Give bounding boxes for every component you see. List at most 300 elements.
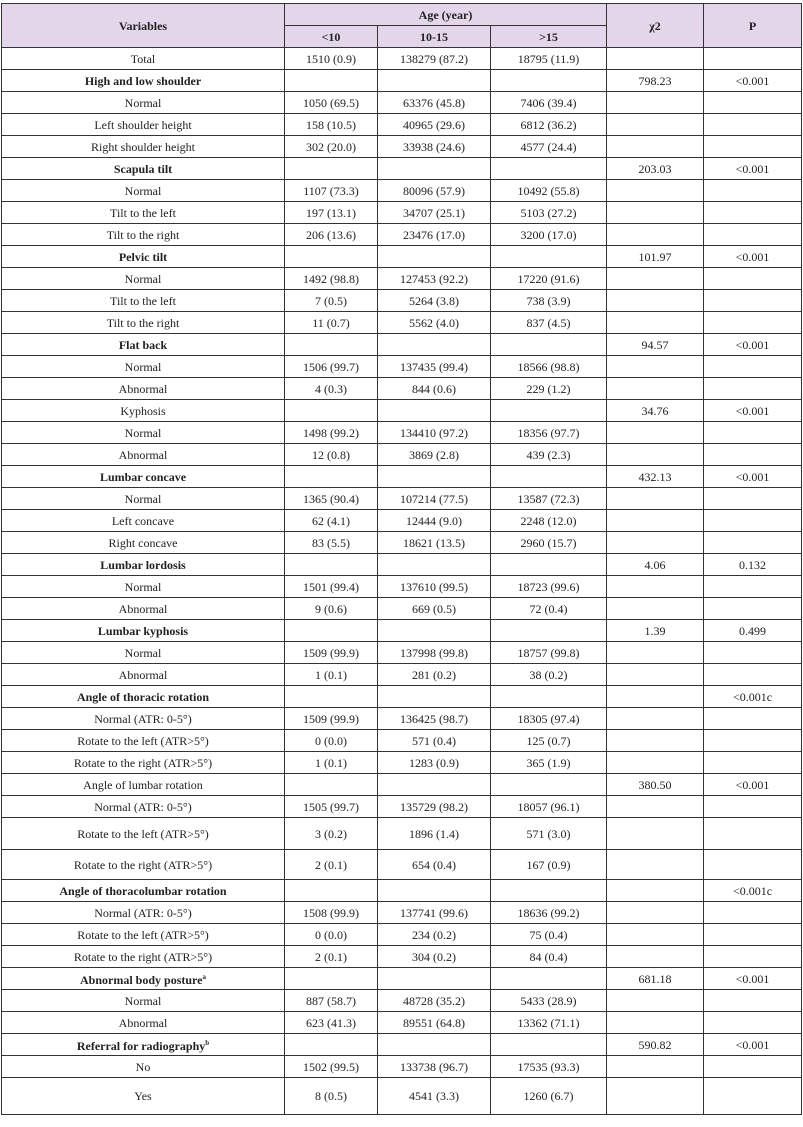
cell-age-10-15: 133738 (96.7) xyxy=(378,1056,491,1078)
table-row xyxy=(2,378,802,400)
cell-age-10-15: 18621 (13.5) xyxy=(378,532,491,554)
cell-age-10-15: 137998 (99.8) xyxy=(378,642,491,664)
cell-age-under-10: 3 (0.2) xyxy=(285,818,378,850)
cell-chi2 xyxy=(607,532,704,554)
cell-age-10-15 xyxy=(378,466,491,488)
table-row xyxy=(2,730,802,752)
variable-label: Flat back xyxy=(2,334,285,356)
table-row xyxy=(2,136,802,158)
table-row-category xyxy=(2,880,802,902)
cell-age-under-10 xyxy=(285,246,378,268)
cell-chi2: 681.18 xyxy=(607,968,704,990)
cell-chi2 xyxy=(607,850,704,880)
cell-chi2 xyxy=(607,224,704,246)
cell-age-under-10: 1510 (0.9) xyxy=(285,48,378,70)
table-row xyxy=(2,642,802,664)
cell-p: <0.001 xyxy=(704,1034,802,1056)
cell-p xyxy=(704,924,802,946)
variable-label: Normal (ATR: 0-5°) xyxy=(2,902,285,924)
variable-label: Normal (ATR: 0-5°) xyxy=(2,796,285,818)
variable-label: Normal xyxy=(2,422,285,444)
table-row xyxy=(2,92,802,114)
variable-label: Normal xyxy=(2,488,285,510)
header-age-under-10: <10 xyxy=(285,26,378,48)
cell-p xyxy=(704,378,802,400)
cell-age-over-15 xyxy=(491,686,607,708)
cell-chi2 xyxy=(607,92,704,114)
table-row xyxy=(2,510,802,532)
cell-age-10-15: 107214 (77.5) xyxy=(378,488,491,510)
table-row-category xyxy=(2,554,802,576)
table-row xyxy=(2,356,802,378)
cell-age-10-15 xyxy=(378,246,491,268)
cell-chi2 xyxy=(607,946,704,968)
cell-p xyxy=(704,422,802,444)
cell-p: 0.499 xyxy=(704,620,802,642)
cell-age-under-10 xyxy=(285,880,378,902)
cell-p: 0.132 xyxy=(704,554,802,576)
table-row xyxy=(2,946,802,968)
cell-age-over-15: 18356 (97.7) xyxy=(491,422,607,444)
cell-chi2 xyxy=(607,730,704,752)
cell-age-under-10 xyxy=(285,686,378,708)
cell-age-under-10: 1509 (99.9) xyxy=(285,708,378,730)
variable-label: Angle of thoracic rotation xyxy=(2,686,285,708)
cell-chi2: 101.97 xyxy=(607,246,704,268)
cell-age-10-15: 5264 (3.8) xyxy=(378,290,491,312)
cell-chi2: 94.57 xyxy=(607,334,704,356)
cell-chi2 xyxy=(607,48,704,70)
cell-age-under-10: 12 (0.8) xyxy=(285,444,378,466)
cell-p xyxy=(704,510,802,532)
cell-p xyxy=(704,202,802,224)
variable-label: Scapula tilt xyxy=(2,158,285,180)
cell-chi2: 380.50 xyxy=(607,774,704,796)
cell-chi2 xyxy=(607,290,704,312)
variable-label: Abnormal xyxy=(2,664,285,686)
variable-label: Tilt to the left xyxy=(2,202,285,224)
variable-label: Right concave xyxy=(2,532,285,554)
table-row xyxy=(2,708,802,730)
variable-label: Lumbar concave xyxy=(2,466,285,488)
variable-label: Rotate to the right (ATR>5°) xyxy=(2,850,285,880)
table-row-category xyxy=(2,70,802,92)
cell-chi2 xyxy=(607,444,704,466)
cell-age-10-15: 34707 (25.1) xyxy=(378,202,491,224)
cell-chi2: 432.13 xyxy=(607,466,704,488)
cell-age-under-10: 158 (10.5) xyxy=(285,114,378,136)
cell-chi2: 798.23 xyxy=(607,70,704,92)
cell-age-over-15: 13362 (71.1) xyxy=(491,1012,607,1034)
cell-age-10-15: 80096 (57.9) xyxy=(378,180,491,202)
cell-p xyxy=(704,268,802,290)
table-row-category xyxy=(2,400,802,422)
table-row xyxy=(2,48,802,70)
cell-p: <0.001 xyxy=(704,774,802,796)
cell-chi2 xyxy=(607,1056,704,1078)
table-row xyxy=(2,312,802,334)
cell-age-10-15: 138279 (87.2) xyxy=(378,48,491,70)
cell-age-under-10: 8 (0.5) xyxy=(285,1078,378,1115)
cell-p xyxy=(704,850,802,880)
variable-label: Tilt to the right xyxy=(2,224,285,246)
cell-age-under-10 xyxy=(285,466,378,488)
variable-label: Abnormal xyxy=(2,1012,285,1034)
cell-chi2 xyxy=(607,924,704,946)
cell-chi2 xyxy=(607,356,704,378)
cell-p xyxy=(704,224,802,246)
variable-label: High and low shoulder xyxy=(2,70,285,92)
cell-chi2: 1.39 xyxy=(607,620,704,642)
footnote-marker: a xyxy=(202,973,206,981)
cell-p: <0.001 xyxy=(704,158,802,180)
cell-chi2 xyxy=(607,796,704,818)
cell-age-over-15 xyxy=(491,620,607,642)
variable-label: Tilt to the right xyxy=(2,312,285,334)
cell-chi2 xyxy=(607,202,704,224)
cell-age-10-15: 1896 (1.4) xyxy=(378,818,491,850)
cell-p: <0.001 xyxy=(704,400,802,422)
cell-p xyxy=(704,1078,802,1115)
table-row-category xyxy=(2,466,802,488)
cell-p: <0.001 xyxy=(704,334,802,356)
cell-age-over-15: 18305 (97.4) xyxy=(491,708,607,730)
cell-age-under-10: 9 (0.6) xyxy=(285,598,378,620)
cell-age-10-15: 234 (0.2) xyxy=(378,924,491,946)
cell-chi2: 590.82 xyxy=(607,1034,704,1056)
cell-age-10-15 xyxy=(378,70,491,92)
cell-chi2 xyxy=(607,422,704,444)
cell-age-10-15 xyxy=(378,880,491,902)
header-chi2: χ2 xyxy=(607,4,704,48)
cell-p xyxy=(704,576,802,598)
cell-chi2 xyxy=(607,136,704,158)
table-row xyxy=(2,664,802,686)
table-row xyxy=(2,796,802,818)
header-p: P xyxy=(704,4,802,48)
cell-age-10-15: 134410 (97.2) xyxy=(378,422,491,444)
cell-age-under-10: 206 (13.6) xyxy=(285,224,378,246)
table-row-category xyxy=(2,246,802,268)
cell-age-under-10: 1 (0.1) xyxy=(285,664,378,686)
header-age-over-15: >15 xyxy=(491,26,607,48)
cell-age-10-15: 63376 (45.8) xyxy=(378,92,491,114)
cell-chi2 xyxy=(607,488,704,510)
cell-age-under-10: 1050 (69.5) xyxy=(285,92,378,114)
variable-label: Left concave xyxy=(2,510,285,532)
cell-age-over-15 xyxy=(491,334,607,356)
cell-chi2 xyxy=(607,378,704,400)
cell-chi2 xyxy=(607,180,704,202)
variable-label: Abnormal xyxy=(2,598,285,620)
cell-age-over-15: 18723 (99.6) xyxy=(491,576,607,598)
cell-p: <0.001c xyxy=(704,686,802,708)
cell-p xyxy=(704,708,802,730)
variable-label: Rotate to the left (ATR>5°) xyxy=(2,924,285,946)
variable-label: Normal xyxy=(2,268,285,290)
cell-age-over-15: 75 (0.4) xyxy=(491,924,607,946)
cell-age-under-10 xyxy=(285,968,378,990)
cell-age-10-15: 5562 (4.0) xyxy=(378,312,491,334)
cell-age-10-15: 40965 (29.6) xyxy=(378,114,491,136)
cell-age-over-15 xyxy=(491,158,607,180)
cell-age-under-10: 0 (0.0) xyxy=(285,924,378,946)
cell-age-10-15 xyxy=(378,158,491,180)
cell-age-under-10: 1508 (99.9) xyxy=(285,902,378,924)
cell-age-under-10 xyxy=(285,70,378,92)
variable-label: Yes xyxy=(2,1078,285,1115)
cell-p xyxy=(704,598,802,620)
cell-age-10-15 xyxy=(378,968,491,990)
variable-label: Rotate to the right (ATR>5°) xyxy=(2,752,285,774)
cell-p xyxy=(704,180,802,202)
table-row xyxy=(2,1012,802,1034)
table-row xyxy=(2,422,802,444)
cell-age-under-10: 2 (0.1) xyxy=(285,946,378,968)
cell-age-over-15: 439 (2.3) xyxy=(491,444,607,466)
cell-age-over-15: 7406 (39.4) xyxy=(491,92,607,114)
cell-chi2 xyxy=(607,576,704,598)
cell-age-10-15: 654 (0.4) xyxy=(378,850,491,880)
cell-age-over-15: 17220 (91.6) xyxy=(491,268,607,290)
variable-label: Kyphosis xyxy=(2,400,285,422)
cell-p xyxy=(704,796,802,818)
cell-age-over-15 xyxy=(491,1034,607,1056)
cell-p xyxy=(704,312,802,334)
cell-age-under-10: 887 (58.7) xyxy=(285,990,378,1012)
cell-chi2 xyxy=(607,818,704,850)
cell-age-under-10: 1506 (99.7) xyxy=(285,356,378,378)
cell-age-over-15: 18057 (96.1) xyxy=(491,796,607,818)
cell-p xyxy=(704,818,802,850)
cell-chi2: 203.03 xyxy=(607,158,704,180)
cell-age-10-15: 137741 (99.6) xyxy=(378,902,491,924)
table-row xyxy=(2,114,802,136)
cell-age-over-15: 4577 (24.4) xyxy=(491,136,607,158)
variable-label: Normal xyxy=(2,92,285,114)
cell-age-under-10: 11 (0.7) xyxy=(285,312,378,334)
cell-age-over-15 xyxy=(491,400,607,422)
cell-p xyxy=(704,114,802,136)
variable-label: Normal xyxy=(2,356,285,378)
variable-label: No xyxy=(2,1056,285,1078)
variable-label: Right shoulder height xyxy=(2,136,285,158)
cell-age-under-10: 1107 (73.3) xyxy=(285,180,378,202)
variable-label: Tilt to the left xyxy=(2,290,285,312)
cell-age-under-10: 2 (0.1) xyxy=(285,850,378,880)
table-row xyxy=(2,752,802,774)
cell-age-over-15: 17535 (93.3) xyxy=(491,1056,607,1078)
cell-age-over-15 xyxy=(491,246,607,268)
cell-age-under-10: 1502 (99.5) xyxy=(285,1056,378,1078)
cell-age-10-15: 304 (0.2) xyxy=(378,946,491,968)
cell-p xyxy=(704,1056,802,1078)
cell-chi2 xyxy=(607,708,704,730)
cell-age-over-15: 229 (1.2) xyxy=(491,378,607,400)
cell-p: <0.001c xyxy=(704,880,802,902)
cell-age-10-15: 669 (0.5) xyxy=(378,598,491,620)
table-body xyxy=(2,48,802,1115)
cell-age-under-10: 1505 (99.7) xyxy=(285,796,378,818)
variable-label: Normal (ATR: 0-5°) xyxy=(2,708,285,730)
table-row xyxy=(2,224,802,246)
table-row xyxy=(2,576,802,598)
table-row xyxy=(2,268,802,290)
cell-p xyxy=(704,946,802,968)
cell-chi2 xyxy=(607,752,704,774)
cell-chi2 xyxy=(607,686,704,708)
cell-age-10-15: 23476 (17.0) xyxy=(378,224,491,246)
cell-chi2 xyxy=(607,268,704,290)
cell-age-10-15: 281 (0.2) xyxy=(378,664,491,686)
cell-age-over-15 xyxy=(491,466,607,488)
cell-age-10-15 xyxy=(378,1034,491,1056)
cell-chi2 xyxy=(607,990,704,1012)
cell-chi2 xyxy=(607,902,704,924)
cell-age-over-15: 18566 (98.8) xyxy=(491,356,607,378)
results-table xyxy=(1,3,802,1115)
cell-p: <0.001 xyxy=(704,246,802,268)
cell-age-over-15: 18636 (99.2) xyxy=(491,902,607,924)
cell-age-over-15: 365 (1.9) xyxy=(491,752,607,774)
cell-age-10-15: 127453 (92.2) xyxy=(378,268,491,290)
cell-age-10-15: 571 (0.4) xyxy=(378,730,491,752)
cell-age-over-15: 125 (0.7) xyxy=(491,730,607,752)
cell-age-over-15 xyxy=(491,774,607,796)
cell-age-10-15 xyxy=(378,620,491,642)
cell-age-over-15 xyxy=(491,880,607,902)
table-row xyxy=(2,202,802,224)
cell-age-over-15: 5433 (28.9) xyxy=(491,990,607,1012)
cell-p: <0.001 xyxy=(704,466,802,488)
table-row xyxy=(2,488,802,510)
cell-p xyxy=(704,488,802,510)
header-age-10-15: 10-15 xyxy=(378,26,491,48)
table-row-category xyxy=(2,968,802,990)
cell-chi2 xyxy=(607,312,704,334)
cell-age-over-15: 84 (0.4) xyxy=(491,946,607,968)
cell-chi2 xyxy=(607,664,704,686)
table-row-category xyxy=(2,774,802,796)
variable-label: Pelvic tilt xyxy=(2,246,285,268)
cell-age-10-15: 136425 (98.7) xyxy=(378,708,491,730)
table-row-category xyxy=(2,334,802,356)
cell-age-10-15: 3869 (2.8) xyxy=(378,444,491,466)
cell-p xyxy=(704,752,802,774)
cell-age-10-15 xyxy=(378,774,491,796)
variable-label: Normal xyxy=(2,180,285,202)
table-row xyxy=(2,1078,802,1115)
variable-label: Rotate to the left (ATR>5°) xyxy=(2,818,285,850)
table-header xyxy=(2,4,802,48)
footnote-marker: b xyxy=(205,1039,210,1047)
cell-p xyxy=(704,92,802,114)
cell-age-under-10: 302 (20.0) xyxy=(285,136,378,158)
cell-age-over-15: 1260 (6.7) xyxy=(491,1078,607,1115)
cell-age-under-10 xyxy=(285,334,378,356)
cell-p xyxy=(704,48,802,70)
cell-age-over-15: 167 (0.9) xyxy=(491,850,607,880)
cell-chi2 xyxy=(607,880,704,902)
cell-p xyxy=(704,444,802,466)
cell-age-over-15: 738 (3.9) xyxy=(491,290,607,312)
table-row xyxy=(2,290,802,312)
cell-age-over-15 xyxy=(491,968,607,990)
cell-age-under-10 xyxy=(285,554,378,576)
table-row xyxy=(2,850,802,880)
cell-age-10-15: 137610 (99.5) xyxy=(378,576,491,598)
cell-age-under-10: 1501 (99.4) xyxy=(285,576,378,598)
variable-label: Abnormal xyxy=(2,378,285,400)
cell-p xyxy=(704,532,802,554)
variable-label: Angle of lumbar rotation xyxy=(2,774,285,796)
cell-age-10-15: 33938 (24.6) xyxy=(378,136,491,158)
variable-label: Normal xyxy=(2,576,285,598)
cell-age-under-10: 1365 (90.4) xyxy=(285,488,378,510)
cell-age-under-10: 0 (0.0) xyxy=(285,730,378,752)
cell-p xyxy=(704,990,802,1012)
cell-age-over-15: 2248 (12.0) xyxy=(491,510,607,532)
cell-age-10-15: 89551 (64.8) xyxy=(378,1012,491,1034)
cell-p xyxy=(704,902,802,924)
variable-label: Rotate to the left (ATR>5°) xyxy=(2,730,285,752)
variable-label: Normal xyxy=(2,642,285,664)
cell-age-over-15: 18757 (99.8) xyxy=(491,642,607,664)
cell-age-under-10: 62 (4.1) xyxy=(285,510,378,532)
cell-age-10-15: 12444 (9.0) xyxy=(378,510,491,532)
cell-age-over-15 xyxy=(491,70,607,92)
table-row-category xyxy=(2,620,802,642)
variable-label: Lumbar kyphosis xyxy=(2,620,285,642)
variable-label: Abnormal xyxy=(2,444,285,466)
cell-age-under-10: 197 (13.1) xyxy=(285,202,378,224)
cell-age-under-10: 1498 (99.2) xyxy=(285,422,378,444)
cell-p xyxy=(704,664,802,686)
cell-age-over-15: 5103 (27.2) xyxy=(491,202,607,224)
cell-p xyxy=(704,642,802,664)
cell-age-under-10: 83 (5.5) xyxy=(285,532,378,554)
cell-age-under-10: 4 (0.3) xyxy=(285,378,378,400)
cell-age-over-15: 3200 (17.0) xyxy=(491,224,607,246)
cell-age-under-10 xyxy=(285,1034,378,1056)
table-row xyxy=(2,902,802,924)
cell-p xyxy=(704,1012,802,1034)
cell-age-under-10: 1 (0.1) xyxy=(285,752,378,774)
table-row xyxy=(2,1056,802,1078)
cell-p xyxy=(704,136,802,158)
cell-age-10-15 xyxy=(378,334,491,356)
cell-p: <0.001 xyxy=(704,70,802,92)
cell-chi2: 34.76 xyxy=(607,400,704,422)
cell-age-under-10 xyxy=(285,620,378,642)
table-row xyxy=(2,444,802,466)
cell-age-10-15 xyxy=(378,686,491,708)
cell-p xyxy=(704,290,802,312)
cell-p xyxy=(704,356,802,378)
cell-age-under-10: 7 (0.5) xyxy=(285,290,378,312)
cell-chi2 xyxy=(607,1012,704,1034)
cell-age-10-15: 4541 (3.3) xyxy=(378,1078,491,1115)
cell-chi2 xyxy=(607,598,704,620)
cell-age-over-15 xyxy=(491,554,607,576)
cell-age-under-10: 1509 (99.9) xyxy=(285,642,378,664)
cell-age-under-10: 623 (41.3) xyxy=(285,1012,378,1034)
cell-age-under-10 xyxy=(285,400,378,422)
variable-label: Rotate to the right (ATR>5°) xyxy=(2,946,285,968)
cell-chi2 xyxy=(607,1078,704,1115)
table-row xyxy=(2,818,802,850)
variable-label: Referral for radiography$^b$ xyxy=(2,1034,285,1056)
